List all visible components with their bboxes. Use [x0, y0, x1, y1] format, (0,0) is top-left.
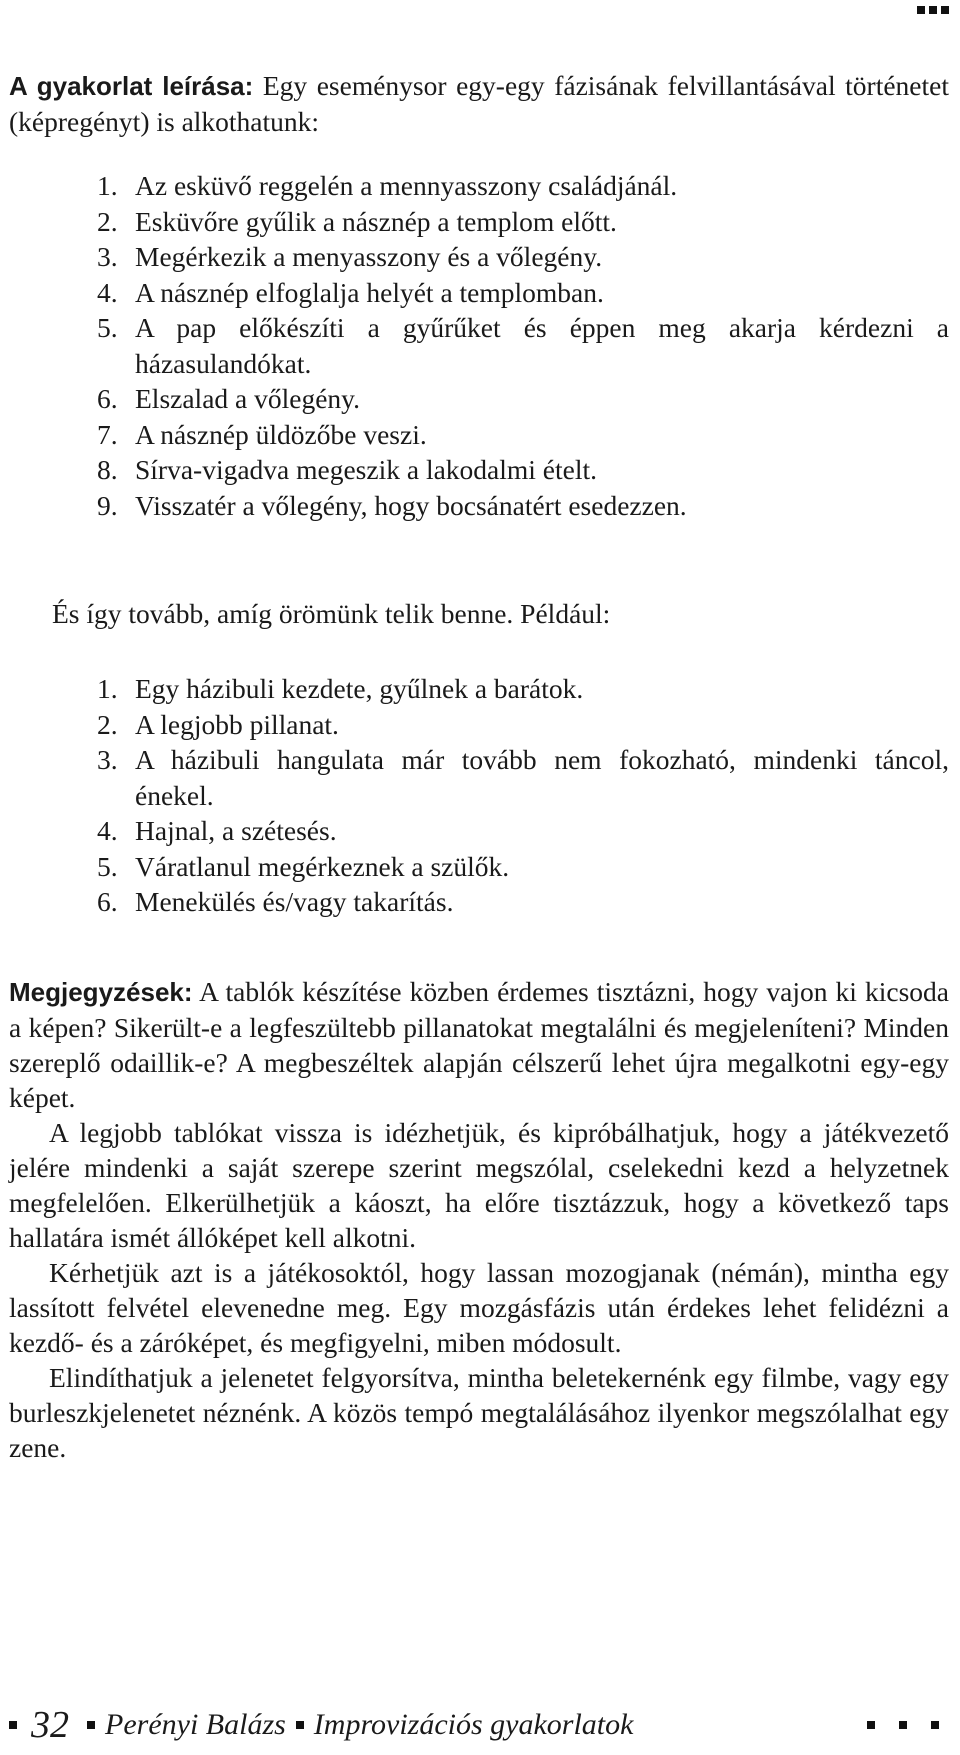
list-item	[97, 452, 949, 488]
body-paragraph: A legjobb tablókat vissza is idézhetjük, és kipróbálhatjuk, hogy a játékvezető jelére mindenki a saját szerepe szerint megszólal, cselekedni kezd a helyzetnek megfelelően. Elkerülhetjük a káoszt, ha előre tisztázzuk, hogy a következő taps hallatára ismét állóképet kell alkotni.	[9, 1117, 949, 1253]
list-item	[97, 275, 949, 311]
item-text: Menekülés és/vagy takarítás.	[135, 886, 454, 917]
item-number: 9.	[97, 489, 118, 521]
footer-ornament	[857, 1721, 949, 1729]
section-heading: Megjegyzések:	[9, 977, 193, 1007]
item-number: 7.	[97, 418, 118, 450]
intro-text: Egy eseménysor egy-egy fázisának felvillantásával történetet (képregényt) is alkothatunk:	[9, 70, 949, 137]
item-text: Elszalad a vőlegény.	[135, 383, 360, 414]
item-text: Hajnal, a szétesés.	[135, 815, 337, 846]
item-text: A pap előkészíti a gyűrűket és éppen meg akarja kérdezni a házasulandókat.	[135, 312, 949, 379]
list-item	[97, 168, 949, 204]
item-number: 8.	[97, 454, 118, 485]
square-icon	[941, 6, 949, 14]
square-icon	[917, 6, 925, 14]
footer-book-title: Improvizációs gyakorlatok	[313, 1708, 634, 1741]
item-text: A legjobb pillanat.	[135, 708, 339, 740]
body-paragraph: Elindíthatjuk a jelenetet felgyorsítva, mintha beletekernénk egy filmbe, vagy egy burleszkjelenetet néznénk. A közös tempó megtalálásához ilyenkor megszólalhat egy zene.	[9, 1362, 949, 1463]
item-text: Az esküvő reggelén a mennyasszony családjánál.	[135, 170, 678, 201]
item-number: 1.	[97, 673, 118, 704]
list-item	[97, 742, 949, 813]
item-number: 1.	[97, 170, 118, 201]
square-icon	[929, 6, 937, 14]
document-page	[9, 0, 949, 1755]
list-item	[97, 707, 949, 743]
item-text: Váratlanul megérkeznek a szülők.	[135, 850, 510, 882]
footer-author: Perényi Balázs	[105, 1708, 286, 1741]
wedding-story-list	[97, 168, 949, 523]
list-item	[97, 310, 949, 381]
item-text: Megérkezik a menyasszony és a vőlegény.	[135, 241, 603, 272]
list-item	[97, 239, 949, 275]
square-icon	[931, 1721, 939, 1729]
item-text: A násznép üldözőbe veszi.	[135, 418, 427, 450]
item-number: 3.	[97, 744, 118, 775]
list-item	[97, 849, 949, 885]
item-text: Esküvőre gyűlik a násznép a templom előtt.	[135, 205, 617, 237]
transition-text: És így tovább, amíg örömünk telik benne. Például:	[52, 598, 611, 629]
corner-ornament	[917, 6, 949, 14]
item-text: A násznép elfoglalja helyét a templomban.	[135, 276, 604, 308]
item-text: Visszatér a vőlegény, hogy bocsánatért esedezzen.	[135, 489, 687, 521]
list-item	[97, 488, 949, 524]
item-number: 4.	[97, 276, 118, 308]
square-icon	[9, 1721, 17, 1729]
square-icon	[899, 1721, 907, 1729]
list-item	[97, 417, 949, 453]
list-item	[97, 381, 949, 417]
body-paragraph: Kérhetjük azt is a játékosoktól, hogy lassan mozogjanak (némán), mintha egy lassított felvétel elevenedne meg. Egy mozgásfázis után érdekes lehet felidézni a kezdő- és a záróképet, és megfigyelni, miben módosult.	[9, 1257, 949, 1358]
section-heading: A gyakorlat leírása:	[9, 71, 254, 101]
page-number: 32	[31, 1704, 69, 1746]
item-number: 6.	[97, 886, 118, 917]
item-text: A házibuli hangulata már tovább nem fokozható, mindenki táncol, énekel.	[135, 744, 949, 811]
item-number: 3.	[97, 241, 118, 272]
page-footer	[9, 1705, 949, 1745]
item-text: Sírva-vigadva megeszik a lakodalmi ételt.	[135, 454, 597, 485]
item-number: 5.	[97, 850, 118, 882]
item-text: Egy házibuli kezdete, gyűlnek a barátok.	[135, 673, 584, 704]
item-number: 5.	[97, 312, 118, 343]
list-item	[97, 884, 949, 920]
item-number: 4.	[97, 815, 118, 846]
notes-paragraph	[9, 974, 949, 1115]
list-item	[97, 204, 949, 240]
notes-text: A tablók készítése közben érdemes tisztázni, hogy vajon ki kicsoda a képen? Sikerült-e a legfeszültebb pillanatokat megtalálni és megjeleníteni? Minden szereplő odaillik-e? A megbeszéltek alapján célszerű lehet újra megalkotni egy-egy képet.	[9, 976, 949, 1113]
square-icon	[867, 1721, 875, 1729]
house-party-list	[97, 671, 949, 920]
item-number: 6.	[97, 383, 118, 414]
intro-paragraph	[9, 68, 949, 139]
item-number: 2.	[97, 205, 118, 237]
notes-section	[9, 974, 949, 1465]
square-icon	[87, 1721, 95, 1729]
list-item	[97, 813, 949, 849]
item-number: 2.	[97, 708, 118, 740]
exercise-description	[9, 68, 949, 139]
square-icon	[296, 1721, 304, 1729]
list-item	[97, 671, 949, 707]
